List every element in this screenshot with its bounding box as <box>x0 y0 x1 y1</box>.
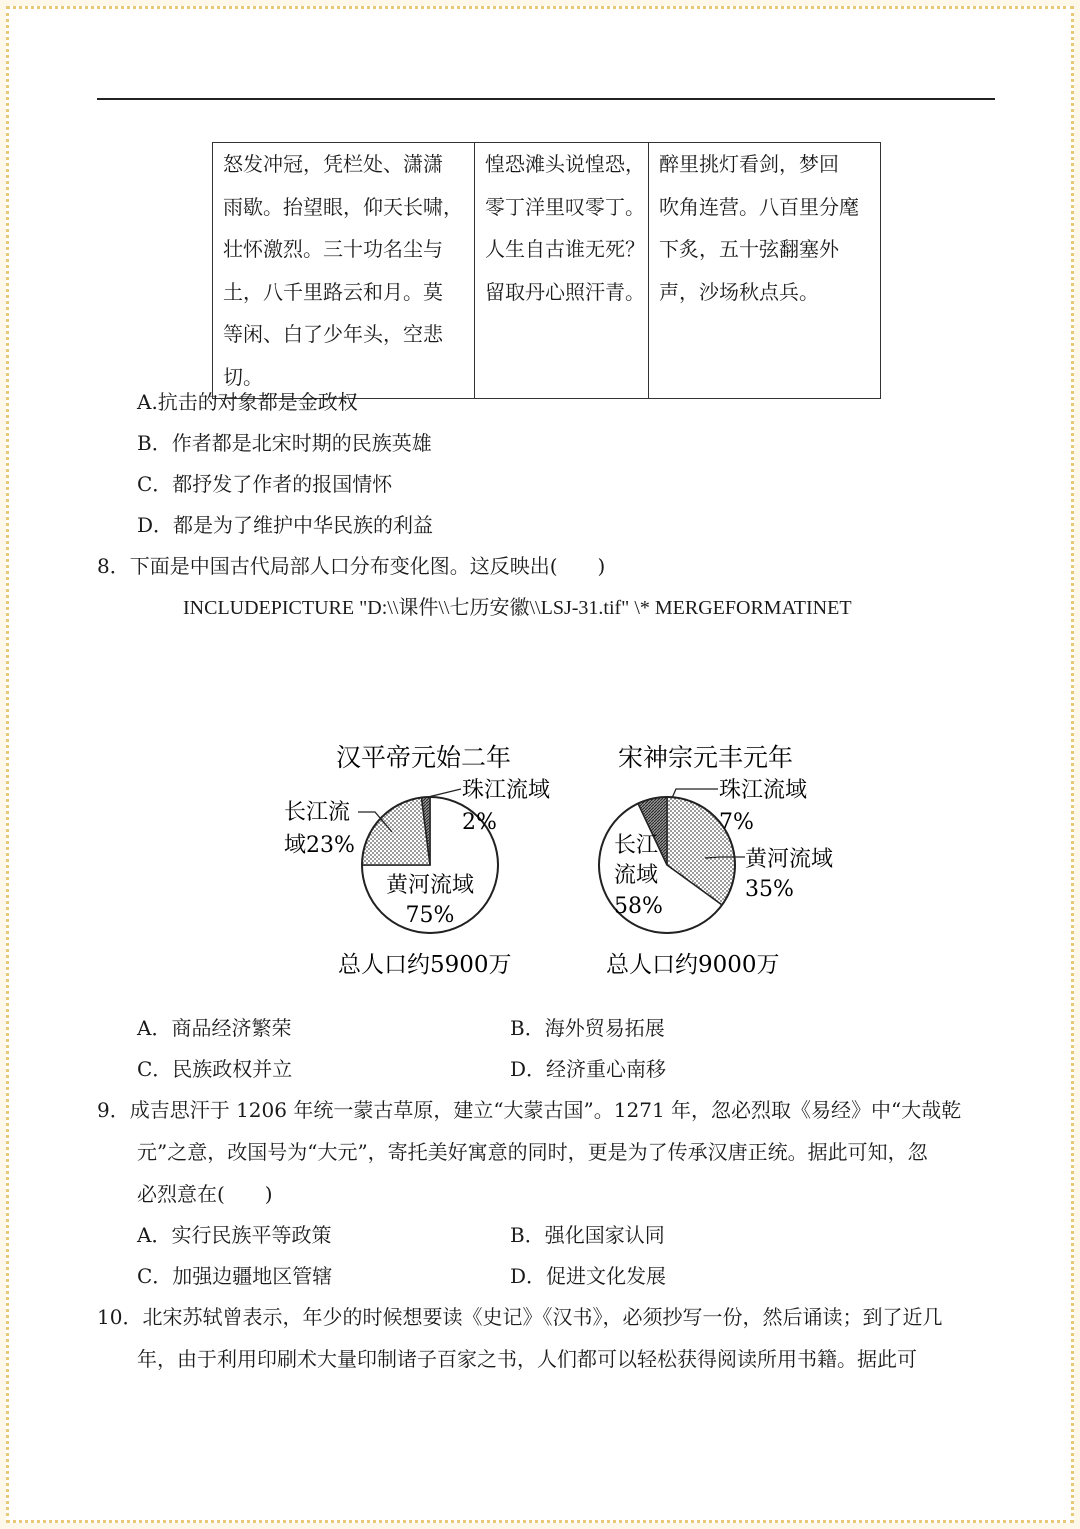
pie-leader-line <box>428 789 461 797</box>
q8-option-b: B．海外贸易拓展 <box>510 1016 665 1040</box>
pie-slice-label: 珠江流域 <box>719 778 808 803</box>
pie-caption: 总人口约9000万 <box>606 952 780 978</box>
pie-title: 宋神宗元丰元年 <box>618 743 794 772</box>
q9-line-2: 元”之意，改国号为“大元”，寄托美好寓意的同时，更是为了传承汉唐正统。据此可知，忽 <box>137 1140 928 1164</box>
poem-line: 吹角连营。八百里分麾 <box>659 194 859 219</box>
pie-slice-label: 35% <box>745 877 794 902</box>
q7-option-d: D．都是为了维护中华民族的利益 <box>137 513 434 537</box>
q8-includepicture-field: INCLUDEPICTURE "D:\\课件\\七历安徽\\LSJ-31.tif" \* MERGEFORMATINET <box>183 597 852 619</box>
q9-line-3: 必烈意在( ) <box>137 1182 273 1206</box>
pie-slice-label: 域23% <box>284 833 355 858</box>
poem-line: 壮怀激烈。三十功名尘与 <box>223 237 443 261</box>
poem-line: 声，沙场秋点兵。 <box>659 279 819 304</box>
pie-slice-label: 2% <box>462 810 497 835</box>
q9-option-a: A．实行民族平等政策 <box>137 1223 332 1247</box>
poem-line: 雨歇。抬望眼，仰天长啸， <box>223 194 463 219</box>
q8-option-c: C．民族政权并立 <box>137 1057 293 1081</box>
poem-line: 土，八千里路云和月。莫 <box>223 279 443 304</box>
poem-line: 惶恐滩头说惶恐， <box>485 152 645 176</box>
pie-title: 汉平帝元始二年 <box>336 743 512 772</box>
poem-line: 等闲、白了少年头，空悲 <box>223 322 443 346</box>
q8-option-d: D．经济重心南移 <box>510 1057 667 1081</box>
q9-option-b: B．强化国家认同 <box>510 1223 665 1247</box>
pie-slice-label: 黄河流域 <box>745 847 834 872</box>
poem-line: 下炙，五十弦翻塞外 <box>659 237 839 261</box>
pie-slice-label: 7% <box>719 810 754 835</box>
q7-option-b: B．作者都是北宋时期的民族英雄 <box>137 431 432 455</box>
q7-option-c: C．都抒发了作者的报国情怀 <box>137 472 393 496</box>
pie-slice-label: 长江 <box>614 833 659 858</box>
pie-slice <box>362 798 430 865</box>
poem-line: 切。 <box>223 364 263 389</box>
q9-line-1: 9．成吉思汗于 1206 年统一蒙古草原，建立“大蒙古国”。1271 年，忽必烈取《易经》中“大哉乾 <box>97 1098 962 1122</box>
poem-line: 零丁洋里叹零丁。 <box>485 194 645 219</box>
pie-slice-label: 珠江流域 <box>462 778 551 803</box>
pie-slice-label: 流域 <box>614 863 659 888</box>
pie-slice-label: 长江流 <box>284 800 351 825</box>
poem-line: 人生自古谁无死？ <box>485 237 645 261</box>
pie-slice-label: 75% <box>405 903 455 928</box>
pie-slice-label: 黄河流域 <box>385 873 475 898</box>
pie-chart-song <box>599 743 833 978</box>
pie-chart-han <box>284 743 550 978</box>
q10-line-2: 年，由于利用印刷术大量印制诸子百家之书，人们都可以轻松获得阅读所用书籍。据此可 <box>137 1347 917 1371</box>
pie-leader-line <box>672 789 718 798</box>
q8-option-a: A．商品经济繁荣 <box>137 1016 292 1040</box>
poem-line: 留取丹心照汗青。 <box>485 279 645 304</box>
pie-caption: 总人口约5900万 <box>338 952 512 978</box>
poem-line: 怒发冲冠，凭栏处、潇潇 <box>223 152 443 176</box>
pie-slice-label: 58% <box>614 894 663 919</box>
q9-option-d: D．促进文化发展 <box>510 1264 667 1288</box>
q8-stem: 8．下面是中国古代局部人口分布变化图。这反映出( ) <box>97 554 606 578</box>
poem-line: 醉里挑灯看剑，梦回 <box>659 152 839 176</box>
q9-option-c: C．加强边疆地区管辖 <box>137 1264 333 1288</box>
q7-option-a: A.抗击的对象都是金政权 <box>137 390 358 414</box>
q10-line-1: 10．北宋苏轼曾表示，年少的时候想要读《史记》《汉书》，必须抄写一份，然后诵读；到了近几 <box>97 1305 943 1329</box>
